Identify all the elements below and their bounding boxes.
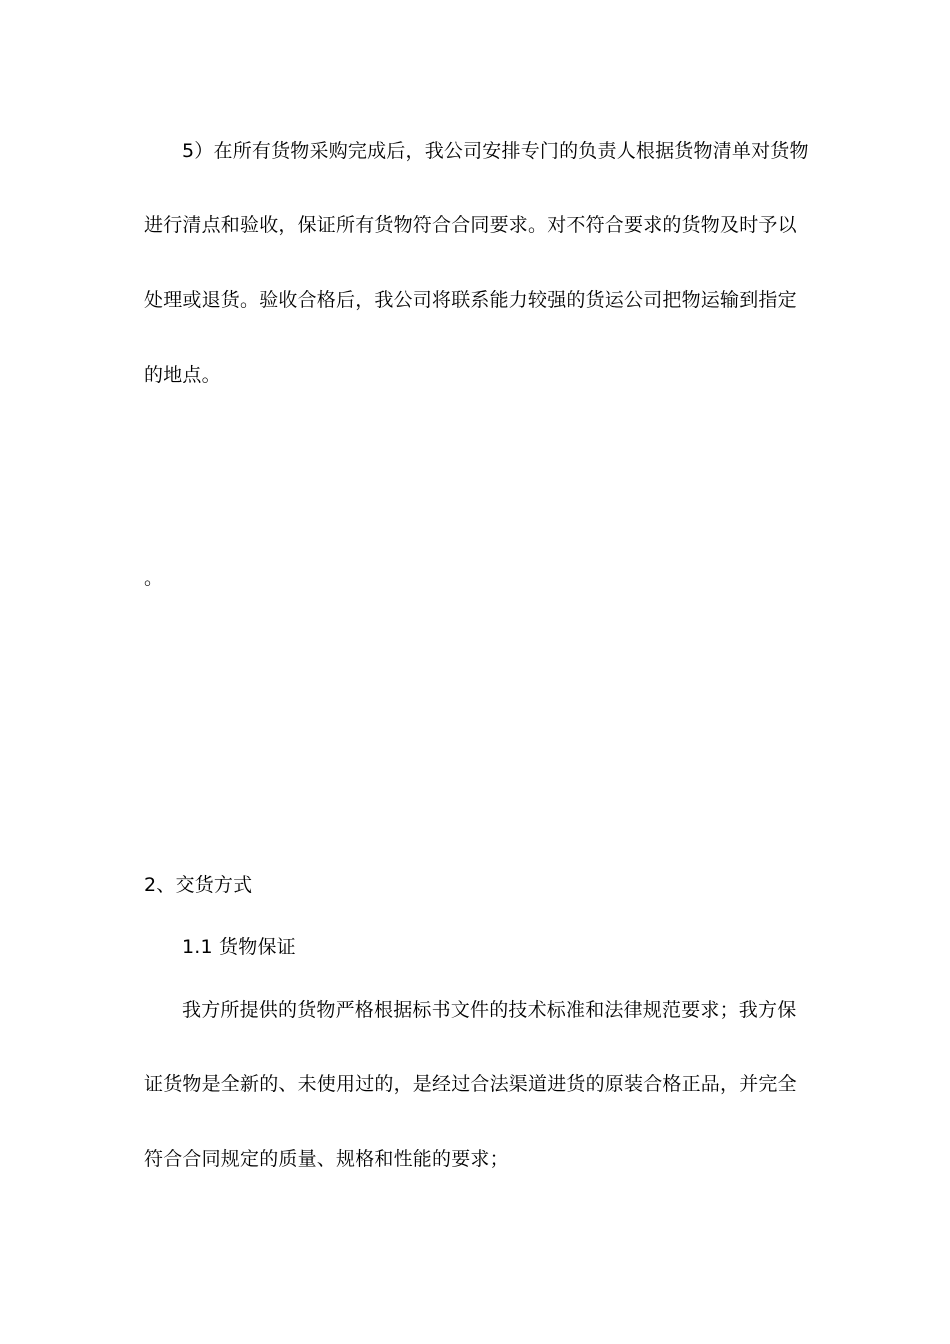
- paragraph-2-line-2: 证货物是全新的、未使用过的，是经过合法渠道进货的原装合格正品，并完全: [144, 1073, 797, 1095]
- paragraph-1-line-2: 进行清点和验收，保证所有货物符合合同要求。对不符合要求的货物及时予以: [144, 214, 797, 236]
- paragraph-1-line-4: 的地点。: [144, 364, 221, 386]
- paragraph-2-line-3: 符合合同规定的质量、规格和性能的要求；: [144, 1148, 509, 1170]
- section-heading: 2、交货方式: [144, 874, 253, 896]
- paragraph-2-line-1: 我方所提供的货物严格根据标书文件的技术标准和法律规范要求；我方保: [182, 999, 797, 1021]
- paragraph-1-line-3: 处理或退货。验收合格后，我公司将联系能力较强的货运公司把物运输到指定: [144, 289, 797, 311]
- subsection-heading: 1.1 货物保证: [182, 936, 296, 958]
- stray-period-mark: 。: [144, 567, 164, 589]
- paragraph-1-line-1: 5）在所有货物采购完成后，我公司安排专门的负责人根据货物清单对货物: [182, 140, 809, 162]
